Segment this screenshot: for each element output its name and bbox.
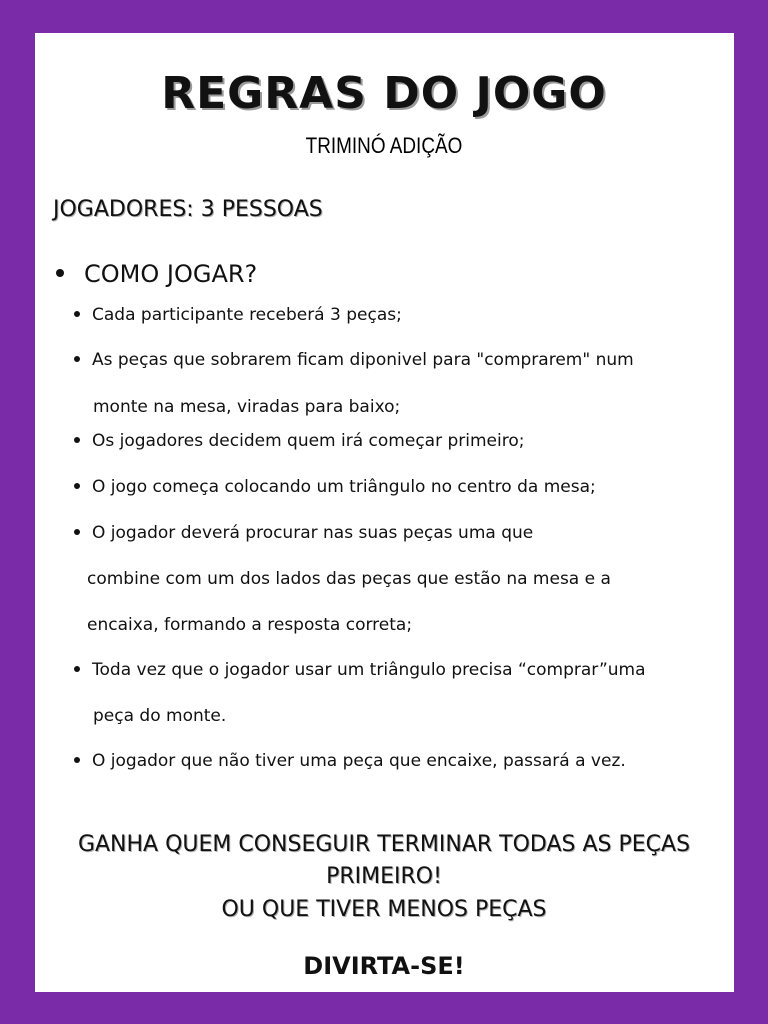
rule-item: [74, 477, 596, 497]
closing-message: DIVIRTA-SE!: [303, 952, 465, 980]
how-to-play-label: COMO JOGAR?: [84, 260, 258, 288]
bullet-icon: [74, 356, 80, 362]
rule-text: O jogador que não tiver uma peça que encaixe, passará a vez.: [92, 751, 626, 771]
rule-text: Os jogadores decidem quem irá começar primeiro;: [92, 431, 525, 451]
rule-text: Cada participante receberá 3 peças;: [92, 305, 402, 325]
bullet-icon: [74, 483, 80, 489]
rule-text-continued: monte na mesa, viradas para baixo;: [93, 397, 401, 417]
rule-item: [74, 751, 626, 771]
bullet-icon: [74, 666, 80, 672]
rule-text: Toda vez que o jogador usar um triângulo precisa “comprar”uma: [92, 660, 646, 680]
bullet-icon: [56, 269, 64, 277]
final-line-1: GANHA QUEM CONSEGUIR TERMINAR TODAS AS PEÇAS: [77, 832, 691, 857]
rule-item: [74, 305, 402, 325]
rule-text-continued: combine com um dos lados das peças que estão na mesa e a: [87, 569, 611, 589]
bullet-icon: [74, 529, 80, 535]
rule-item: [74, 660, 646, 680]
rule-text-continued: peça do monte.: [93, 706, 227, 726]
rule-text: As peças que sobrarem ficam diponivel para "comprarem" num: [92, 350, 634, 370]
how-to-play-heading: [56, 260, 257, 288]
page-subtitle: TRIMINÓ ADIÇÃO: [305, 133, 463, 158]
rule-item: [74, 350, 634, 370]
bullet-icon: [74, 311, 80, 317]
final-line-2: PRIMEIRO!: [326, 864, 442, 889]
bullet-icon: [74, 437, 80, 443]
rule-text: O jogador deverá procurar nas suas peças uma que: [92, 523, 534, 543]
rule-item: [74, 523, 533, 543]
page-title: REGRAS DO JOGO: [161, 68, 607, 119]
final-line-3: OU QUE TIVER MENOS PEÇAS: [221, 897, 547, 922]
rule-item: [74, 431, 524, 451]
rule-text: O jogo começa colocando um triângulo no centro da mesa;: [92, 477, 596, 497]
rule-text-continued: encaixa, formando a resposta correta;: [87, 615, 413, 635]
players-heading: JOGADORES: 3 PESSOAS: [53, 197, 323, 222]
bullet-icon: [74, 757, 80, 763]
